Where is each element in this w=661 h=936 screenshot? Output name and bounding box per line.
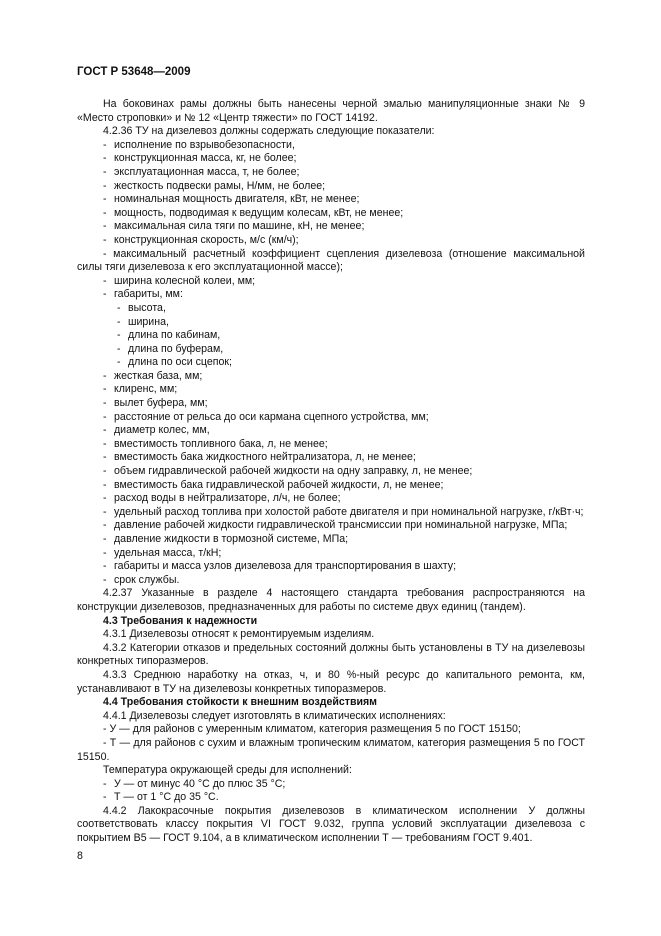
section-heading-4-4: 4.4 Требования стойкости к внешним воздействиям: [103, 696, 378, 709]
list-item: - вылет буфера, мм;: [103, 397, 208, 410]
sub-list-item: - высота,: [117, 301, 166, 314]
list-item: - давление рабочей жидкости гидравлической трансмиссии при номинальной нагрузке, МПа;: [103, 519, 568, 532]
clause-4-2-36: 4.2.36 ТУ на дизелевоз должны содержать следующие показатели:: [103, 125, 435, 138]
list-item: - давление жидкости в тормозной системе, МПа;: [103, 533, 349, 545]
list-item: - исполнение по взрывобезопасности,: [103, 138, 295, 151]
page-body: [77, 98, 585, 846]
list-item: - конструкционная скорость, м/с (км/ч);: [103, 233, 299, 246]
sub-list-item: - длина по кабинам,: [117, 329, 221, 342]
list-item: - объем гидравлической рабочей жидкости на одну заправку, л, не менее;: [103, 465, 473, 478]
list-item: - номинальная мощность двигателя, кВт, не менее;: [103, 193, 360, 206]
list-item: - жесткая база, мм;: [103, 369, 203, 382]
climate-item: - Т — для районов с сухим и влажным тропическим климатом, категория размещения 5 по ГОСТ 15150.: [77, 736, 585, 763]
list-item: - вместимость бака гидравлической рабочей жидкости, л, не менее;: [103, 478, 444, 491]
list-item: - вместимость топливного бака, л, не менее;: [103, 437, 328, 450]
clause-4-4-1: 4.4.1 Дизелевозы следует изготовлять в климатических исполнениях:: [103, 709, 446, 722]
sub-list-item: - длина по буферам,: [117, 342, 224, 355]
sub-list-item: - ширина,: [117, 315, 169, 328]
list-item: - эксплуатационная масса, т, не более;: [103, 165, 300, 178]
temperature-intro: Температура окружающей среды для исполнений:: [103, 764, 352, 777]
list-item: - расход воды в нейтрализаторе, л/ч, не более;: [103, 492, 341, 505]
list-item: - расстояние от рельса до оси кармана сцепного устройства, мм;: [103, 410, 429, 423]
temperature-item: - Т — от 1 °С до 35 °С.: [103, 791, 219, 804]
clause-4-4-2: 4.4.2 Лакокрасочные покрытия дизелевозов в климатическом исполнении У должны соответствовать классу покрытия VI ГОСТ 9.032, группа условий эксплуатации дизелевоза с покрытием В5 — ГОСТ 9.104, а в климатическом исполнении Т — требованиям ГОСТ 9.401.: [77, 804, 585, 845]
page-number: 8: [77, 850, 83, 862]
list-item: - удельный расход топлива при холостой работе двигателя и при номинальной нагрузке, г/кВт·ч;: [103, 505, 584, 518]
sub-list-item: - длина по оси сцепок;: [117, 356, 232, 369]
list-item: - клиренс, мм;: [103, 383, 178, 396]
list-item: - ширина колесной колеи, мм;: [103, 274, 256, 287]
clause-4-3-1: 4.3.1 Дизелевозы относят к ремонтируемым изделиям.: [103, 628, 375, 641]
temperature-item: - У — от минус 40 °С до плюс 35 °С;: [103, 777, 286, 790]
clause-4-3-3: 4.3.3 Среднюю наработку на отказ, ч, и 80 %-ный ресурс до капитального ремонта, км, устанавливают в ТУ на дизелевозы конкретных типоразмеров.: [77, 668, 585, 695]
list-item: - габариты, мм:: [103, 288, 183, 301]
climate-item: - У — для районов с умеренным климатом, категория размещения 5 по ГОСТ 15150;: [103, 723, 521, 736]
list-item: - жесткость подвески рамы, Н/мм, не более;: [103, 179, 326, 192]
list-item: - мощность, подводимая к ведущим колесам, кВт, не менее;: [103, 206, 404, 219]
document-header: ГОСТ Р 53648—2009: [77, 66, 191, 78]
intro-paragraph: На боковинах рамы должны быть нанесены черной эмалью манипуляционные знаки № 9 «Место строповки» и № 12 «Центр тяжести» по ГОСТ 14192.: [77, 98, 585, 124]
list-item: - максимальная сила тяги по машине, кН, не менее;: [103, 220, 365, 233]
clause-4-2-37: 4.2.37 Указанные в разделе 4 настоящего стандарта требования распространяются на конструкции дизелевозов, предназначенных для работы по системе двух единиц (тандем).: [77, 587, 585, 613]
clause-4-3-2: 4.3.2 Категории отказов и предельных состояний должны быть установлены в ТУ на дизелевозы конкретных типоразмеров.: [77, 641, 585, 668]
list-item: - максимальный расчетный коэффициент сцепления дизелевоза (отношение максимальной силы тяги дизелевоза к его эксплуатационной массе);: [77, 247, 585, 274]
list-item: - срок службы.: [103, 573, 180, 586]
list-item: - габариты и масса узлов дизелевоза для транспортирования в шахту;: [103, 560, 457, 573]
list-item: - диаметр колес, мм,: [103, 424, 210, 437]
list-item: - вместимость бака жидкостного нейтрализатора, л, не менее;: [103, 451, 416, 464]
list-item: - удельная масса, т/кН;: [103, 546, 222, 559]
list-item: - конструкционная масса, кг, не более;: [103, 152, 297, 165]
section-heading-4-3: 4.3 Требования к надежности: [103, 614, 258, 627]
